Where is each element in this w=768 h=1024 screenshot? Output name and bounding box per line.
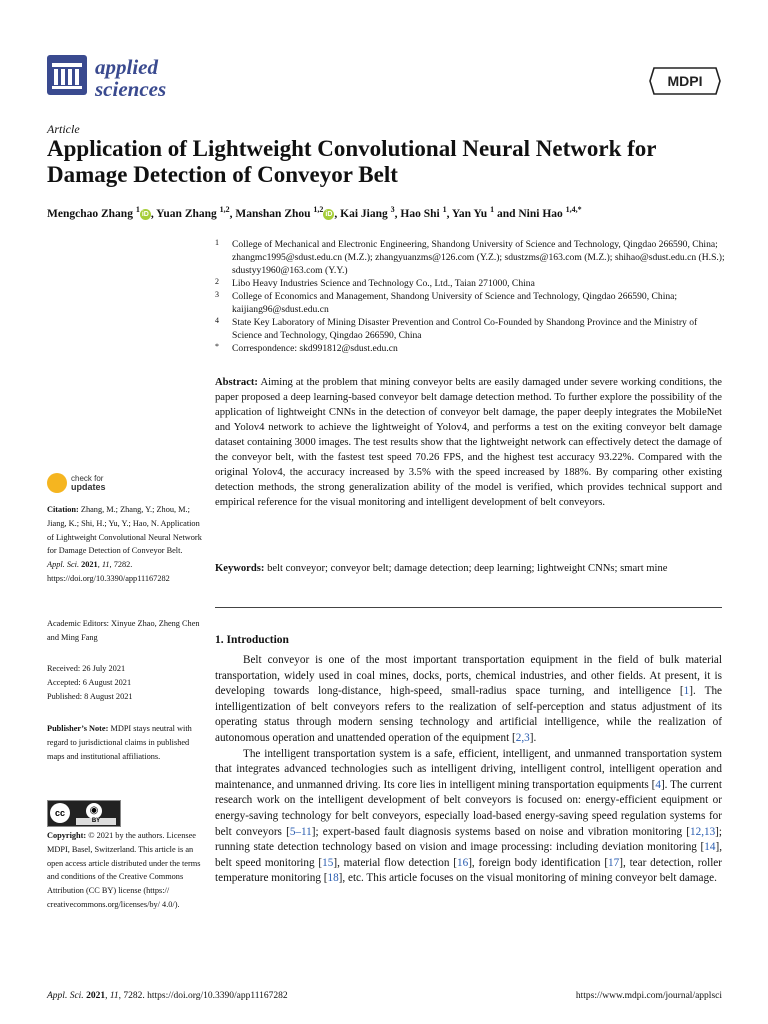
abstract-text: Aiming at the problem that mining conveyor belts are easily damaged under severe working conditions, the paper proposed a deep learning-based conveyor belt damage detection method. To further explore the possibility of the application of lightweight CNNs in the detection of conveyor belt damage, the paper deeply integrates the MobileNet and Yolov4 network to achieve the lightweight of Yolov4, and performs a test on the exiting conveyor belt damage dataset containing 3000 images. The test results show that the lightweight network can effectively detect the damage of the conveyor belt, with the fastest test speed 70.26 FPS, and the highest test accuracy 93.22%. Compared with the original Yolov4, the accuracy increased by 3.5% with the speed increased by 188%. By comparing other existing detection methods, the strong generalization ability of the model is verified, which provides technical support and empirical reference for the visual monitoring and intelligent development of belt conveyors. <box>215 377 722 508</box>
publisher-label: MDPI <box>667 73 703 89</box>
paragraph-text: ]. <box>529 731 537 744</box>
reference-link[interactable]: 4 <box>655 778 661 791</box>
author[interactable]: Kai Jiang $^3$, <box>340 205 401 220</box>
reference-link[interactable]: 5–11 <box>289 825 312 838</box>
dates <box>47 662 202 703</box>
cc-by-license-icon[interactable]: cc ◉ BY <box>47 800 121 827</box>
article-title: Application of Lightweight Convolutional Neural Network for Damage Detection of Conveyor Belt <box>47 136 657 187</box>
paragraph-text: ], tear detection, roller temperature monitoring [ <box>215 856 722 885</box>
mdpi-logo-icon[interactable] <box>648 66 722 96</box>
paragraph-text: ]. The current research work on the intelligent development of belt conveyors is focused on: energy-efficient equipment or energy-saving technology for belt conveyors, especially load-based energy-saving speed regulation systems for belt conveyors [ <box>215 778 722 838</box>
orcid-icon[interactable]: iD <box>325 210 333 218</box>
journal-name-line2: sciences <box>95 77 167 101</box>
paragraph-text: ]. The intelligentization of belt conveyors refers to the realization of self-perception and status adjustment of its operating status through modern sensing technology and artificial intelligence, while the realization of autonomous operation and unattended operation of the equipment [ <box>215 685 723 744</box>
paragraph-text: ], belt speed monitoring [ <box>215 841 722 869</box>
introduction-body <box>215 653 722 887</box>
accepted-date: Accepted: 6 August 2021 <box>47 677 132 687</box>
correspondence: * Correspondence: skd991812@sdust.edu.cn <box>215 342 398 354</box>
paragraph-text: ], etc. This article focuses on the visual monitoring of mining conveyor belt damage. <box>338 872 717 885</box>
keywords <box>215 561 722 576</box>
author-list <box>47 205 737 220</box>
affiliation: 3 College of Economics and Management, Shandong University of Science and Technology, Qingdao 266590, China; kaijiang96@sdust.edu.cn <box>215 290 678 315</box>
footer-doi-link[interactable]: , 7282. https://doi.org/10.3390/app11167282 <box>118 991 288 1001</box>
paragraph-text: ]; running state detection technology based on vision and image processing: including deviation monitoring [ <box>215 825 723 854</box>
copyright: Copyright: © 2021 by the authors. Licensee MDPI, Basel, Switzerland. This article is an open access article distributed under the terms and conditions of the Creative Commons Attribution (CC BY) license (https:// creativecommons.org/licenses/by/ 4.0/). <box>47 831 201 909</box>
paragraph-text: ], foreign body identification [ <box>468 856 609 869</box>
affiliations <box>215 238 725 355</box>
journal-name <box>95 56 166 100</box>
citation: Citation: Zhang, M.; Zhang, Y.; Zhou, M.; Jiang, K.; Shi, H.; Yu, Y.; Hao, N. Application of Lightweight Convolutional Neural Network for Damage Detection of Conveyor Belt. Appl. Sci. 2021, 11, 7282. https://doi.org/10.3390/app11167282 <box>47 505 202 583</box>
check-for-updates-icon <box>47 473 67 493</box>
abstract-label: Abstract: <box>215 377 258 388</box>
footer-journal-url[interactable]: https://www.mdpi.com/journal/applsci <box>575 991 722 1001</box>
reference-link[interactable]: 2,3 <box>515 731 530 744</box>
paragraph <box>215 653 722 747</box>
section-heading: 1. Introduction <box>215 634 289 646</box>
person-icon: ◉ <box>86 803 102 819</box>
paragraph-text: ], material flow detection [ <box>333 856 458 869</box>
publisher-note: Publisher’s Note: MDPI stays neutral with regard to jurisdictional claims in published maps and institutional affiliations. <box>47 724 192 761</box>
published-date: Published: 8 August 2021 <box>47 691 133 701</box>
author[interactable]: Manshan Zhou $^{1,2}$iD , <box>235 205 341 220</box>
author[interactable]: Mengchao Zhang $^1$iD , <box>47 205 157 220</box>
citation-doi-link[interactable]: , 7282. https://doi.org/10.3390/app11167282 <box>47 560 170 583</box>
paragraph-text: ]; expert-based fault diagnosis systems based on noise and vibration monitoring [ <box>311 825 690 838</box>
author[interactable]: Yuan Zhang $^{1,2}$, <box>156 205 236 220</box>
journal-name-line1: applied <box>95 55 158 79</box>
article-type: Article <box>47 122 80 136</box>
reference-link[interactable]: 1 <box>683 685 690 698</box>
author[interactable]: Nini Hao $^{1,4,*}$ <box>518 205 582 220</box>
reference-link[interactable]: 17 <box>608 856 620 869</box>
author[interactable]: Yan Yu $^1$ and <box>451 205 519 220</box>
paragraph-text: The intelligent transportation system is a safe, efficient, intelligent, and unmanned transportation system that integrates advanced technologies such as intelligent driving, intelligent control, intelligent operation and maintenance, and unmanned driving. Its core lies in intelligent mining transportation equipments [ <box>215 747 722 791</box>
keywords-text: belt conveyor; conveyor belt; damage detection; deep learning; lightweight CNNs; smart mine <box>267 563 668 574</box>
reference-link[interactable]: 12,13 <box>690 825 716 838</box>
reference-link[interactable]: 18 <box>327 872 339 885</box>
orcid-icon[interactable]: iD <box>141 210 149 218</box>
check-for-updates-button[interactable]: check for updates <box>47 473 197 495</box>
abstract <box>215 375 722 510</box>
footer-citation: Appl. Sci. 2021, 11, 7282. https://doi.org/10.3390/app11167282 <box>47 991 288 1001</box>
reference-link[interactable]: 15 <box>322 856 334 869</box>
reference-link[interactable]: 14 <box>704 841 716 854</box>
academic-editors: Academic Editors: Xinyue Zhao, Zheng Chen and Ming Fang <box>47 619 200 642</box>
section-divider <box>215 607 722 608</box>
paragraph-text: Belt conveyor is one of the most important transportation equipment in the field of bulk material transportation, widely used in coal mines, docks, ports, chemical industries, and other fields. At present, it is developing towards long-distance, high-speed, small-radius space turning, and intelligence [ <box>215 654 722 698</box>
keywords-label: Keywords: <box>215 563 265 574</box>
affiliation: 2 Libo Heavy Industries Science and Technology Co., Ltd., Taian 271000, China <box>215 277 535 289</box>
journal-logo-icon <box>47 55 87 95</box>
author[interactable]: Hao Shi $^1$, <box>400 205 452 220</box>
paragraph <box>215 747 722 887</box>
reference-link[interactable]: 16 <box>457 856 469 869</box>
received-date: Received: 26 July 2021 <box>47 664 126 673</box>
affiliation: 1 College of Mechanical and Electronic Engineering, Shandong University of Science and Technology, Qingdao 266590, China; zhangmc1995@sdust.edu.cn (M.Z.); zhangyuanzms@126.com (Y.Z.); sdustzms@163.com (M.Z.); shihao@sdust.edu.cn (H.S.); sdustyy1960@163.com (Y.Y.) <box>215 238 725 276</box>
affiliation: 4 State Key Laboratory of Mining Disaster Prevention and Control Co-Founded by Shandong Province and the Ministry of Science and Technology, Qingdao 266590, China <box>215 316 698 341</box>
